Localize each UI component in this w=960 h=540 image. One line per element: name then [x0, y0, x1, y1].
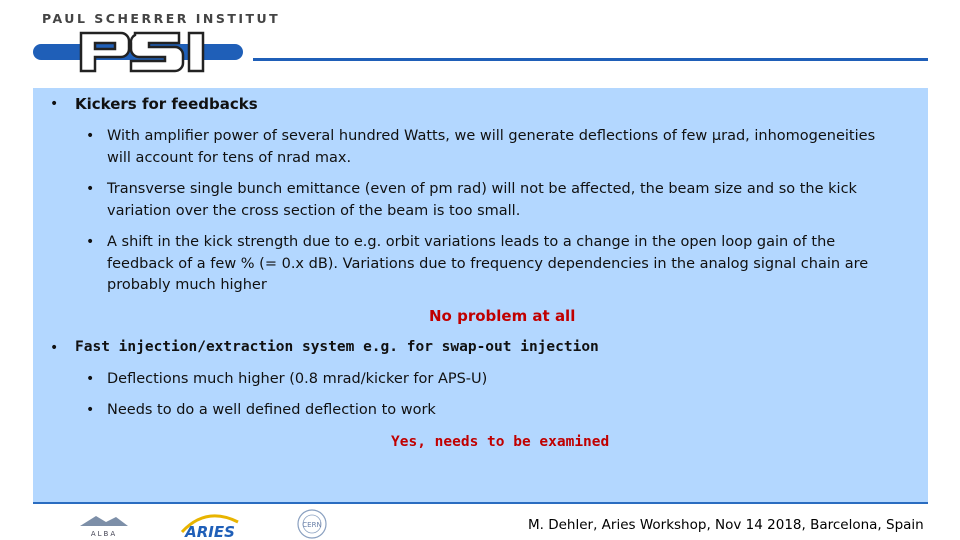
list-item-line: A shift in the kick strength due to e.g. orbit variations leads to a change in the open loop gain of the	[107, 234, 836, 250]
panel-bottom-rule	[33, 502, 928, 504]
sub-bullet-marker: •	[86, 128, 95, 144]
conclusion-callout: Yes, needs to be examined	[391, 434, 610, 450]
list-item	[107, 400, 907, 422]
bullet-marker: •	[50, 340, 59, 356]
bullet-marker: •	[50, 96, 59, 112]
institute-name: PAUL SCHERRER INSTITUT	[42, 11, 281, 26]
list-item-line: Needs to do a well defined deflection to work	[107, 402, 436, 418]
aries-logo-text: ARIES	[185, 523, 235, 540]
alba-logo	[76, 512, 132, 538]
header-rule	[253, 58, 928, 61]
list-item-line: will account for tens of nrad max.	[107, 149, 352, 166]
list-item-line: probably much higher	[107, 277, 267, 293]
psi-logo	[33, 30, 243, 74]
conclusion-callout: No problem at all	[429, 307, 576, 325]
list-item-line: feedback of a few % (= 0.x dB). Variations due to frequency dependencies in the analog signal chain are	[107, 255, 869, 272]
section-title: Kickers for feedbacks	[75, 95, 258, 113]
list-item	[107, 126, 907, 169]
list-item	[107, 232, 907, 297]
sub-bullet-marker: •	[86, 181, 95, 197]
list-item-line: With amplifier power of several hundred Watts, we will generate deflections of few µrad, inhomogeneities	[107, 128, 876, 144]
list-item-line: variation over the cross section of the beam is too small.	[107, 202, 521, 219]
sub-bullet-marker: •	[86, 371, 95, 387]
list-item-line: Transverse single bunch emittance (even of pm rad) will not be affected, the beam size and so the kick	[107, 181, 857, 197]
section-title: Fast injection/extraction system e.g. for swap-out injection	[75, 339, 599, 355]
aries-logo	[176, 510, 246, 540]
list-item	[107, 179, 907, 222]
sub-bullet-marker: •	[86, 234, 95, 250]
alba-logo-text: ALBA	[90, 530, 118, 538]
cern-logo-text: CERN	[302, 521, 322, 529]
cern-logo	[288, 508, 340, 540]
footer-citation: M. Dehler, Aries Workshop, Nov 14 2018, Barcelona, Spain	[528, 517, 924, 533]
list-item	[107, 369, 907, 391]
list-item-line: Deflections much higher (0.8 mrad/kicker for APS-U)	[107, 371, 488, 387]
sub-bullet-marker: •	[86, 402, 95, 418]
